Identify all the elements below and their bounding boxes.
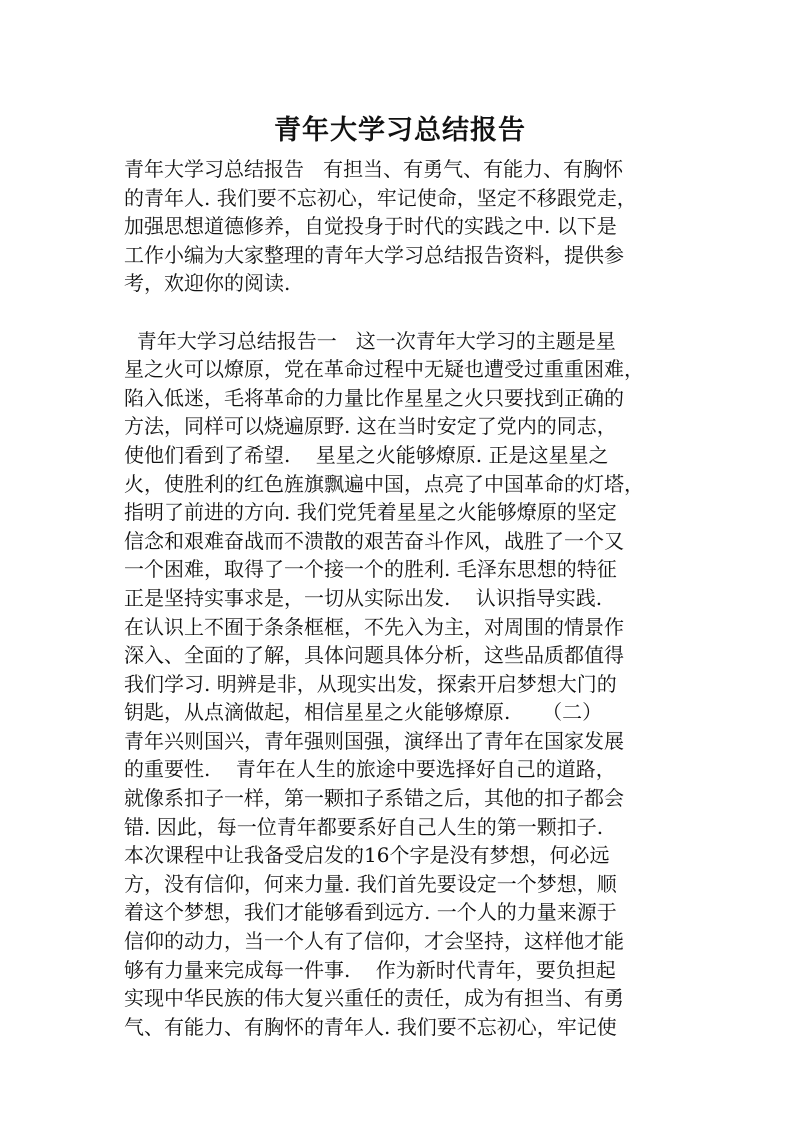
- body-line: 实现中华民族的伟大复兴重任的责任，成为有担当、有勇: [124, 986, 624, 1011]
- document-title: 青年大学习总结报告: [274, 115, 526, 146]
- body-line: 深入、全面的了解，具体问题具体分析，这些品质都值得: [124, 643, 624, 668]
- body-line: 一个困难，取得了一个接一个的胜利. 毛泽东思想的特征: [124, 557, 617, 582]
- body-line: 信念和艰难奋战而不溃散的艰苦奋斗作风，战胜了一个又: [124, 528, 624, 553]
- body-line: 本次课程中让我备受启发的16个字是没有梦想，何必远: [124, 843, 610, 868]
- paragraph-gap: [124, 298, 669, 327]
- body-line: 信仰的动力，当一个人有了信仰，才会坚持，这样他才能: [124, 929, 624, 954]
- body-line: 够有力量来完成每一件事. 作为新时代青年，要负担起: [124, 957, 616, 982]
- intro-line: 青年大学习总结报告 有担当、有勇气、有能力、有胸怀: [124, 157, 624, 181]
- body-line: 火，使胜利的红色旌旗飘遍中国，点亮了中国革命的灯塔，: [124, 471, 644, 496]
- body-line: 方，没有信仰，何来力量. 我们首先要设定一个梦想，顺: [124, 871, 617, 896]
- body-line: 在认识上不囿于条条框框，不先入为主，对周围的情景作: [124, 614, 624, 639]
- body-line: 错. 因此，每一位青年都要系好自己人生的第一颗扣子.: [124, 814, 604, 839]
- body-line: 钥匙，从点滴做起，相信星星之火能够燎原. （二）: [124, 700, 603, 725]
- intro-line: 的青年人. 我们要不忘初心，牢记使命，坚定不移跟党走，: [124, 185, 637, 210]
- intro-line: 工作小编为大家整理的青年大学习总结报告资料，提供参: [124, 242, 624, 267]
- document-body: [124, 155, 669, 1041]
- body-line: 着这个梦想，我们才能够看到远方. 一个人的力量来源于: [124, 900, 617, 925]
- body-line: 的重要性. 青年在人生的旅途中要选择好自己的道路，: [124, 757, 616, 782]
- intro-line: 加强思想道德修养，自觉投身于时代的实践之中. 以下是: [124, 214, 617, 239]
- body-line: 正是坚持实事求是，一切从实际出发. 认识指导实践.: [124, 585, 603, 610]
- body-line: 青年兴则国兴，青年强则国强，演绎出了青年在国家发展: [124, 728, 624, 753]
- body-line: 使他们看到了希望. 星星之火能够燎原. 正是这星星之: [124, 442, 609, 467]
- body-line: 方法，同样可以烧遍原野. 这在当时安定了党内的同志，: [124, 414, 617, 439]
- body-line: 星之火可以燎原，党在革命过程中无疑也遭受过重重困难，: [124, 357, 644, 382]
- body-line: 气、有能力、有胸怀的青年人. 我们要不忘初心，牢记使: [124, 1014, 617, 1039]
- intro-line: 考，欢迎你的阅读.: [124, 271, 291, 296]
- body-line: 指明了前进的方向. 我们党凭着星星之火能够燎原的坚定: [124, 500, 617, 525]
- body-line: 就像系扣子一样，第一颗扣子系错之后，其他的扣子都会: [124, 786, 624, 811]
- body-line: 我们学习. 明辨是非，从现实出发，探索开启梦想大门的: [124, 671, 617, 696]
- body-line: 青年大学习总结报告一 这一次青年大学习的主题是星: [124, 328, 616, 353]
- body-line: 陷入低迷，毛将革命的力量比作星星之火只要找到正确的: [124, 385, 624, 410]
